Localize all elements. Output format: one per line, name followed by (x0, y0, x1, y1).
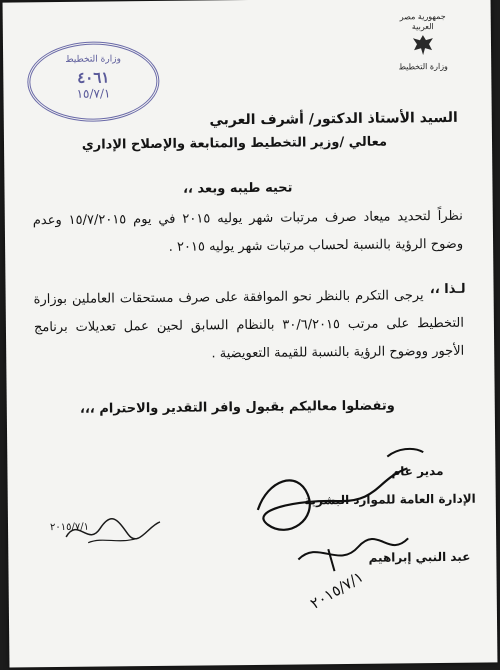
stamp-date: ١٥/٧/١ (76, 86, 111, 101)
paragraph-reason: نظراً لتحديد ميعاد صرف مرتبات شهر يوليه ٢٠١٥ في يوم ١٥/٧/٢٠١٥ وعدم وضوح الرؤية بالنسبة لحساب مرتبات شهر يوليه ٢٠١٥ . (32, 208, 464, 255)
stamp-label: وزارة التخطيط (65, 54, 121, 65)
greeting: تحيه طيبه وبعد ،، (182, 180, 293, 197)
paragraph-request: يرجى التكرم بالنظر نحو الموافقة على صرف مستحقات العاملين بوزارة التخطيط على مرتب ٣٠/٦/٢٠١٥ بالنظام السابق لحين عمل تعديلات برنامج الأجور ووضوح الرؤية بالنسبة للقيمة التعويضية . (33, 288, 465, 362)
ministry-name: وزارة التخطيط (398, 61, 448, 72)
stamp-number: ٤٠٦١ (77, 68, 110, 87)
signatory-department: الإدارة العامة للموارد البشرية (304, 491, 476, 508)
signatory-date: ٢٠١٥/٧/١ (49, 521, 90, 534)
country-name: جمهورية مصر العربية (399, 11, 446, 32)
paragraph-lead: لـذا ،، (429, 281, 466, 298)
eagle-emblem-icon (395, 32, 451, 63)
letterhead (395, 12, 452, 73)
handwritten-approval (237, 438, 439, 620)
signatory-signature (58, 506, 169, 557)
closing-line: وتفضلوا معاليكم بقبول وافر التقدير والاحترام ،،، (79, 398, 395, 417)
letter-page (3, 0, 498, 668)
approval-date: ٢٠١٥/٧/١ (307, 567, 367, 613)
signatory-name: عبد النبي إبراهيم (368, 549, 471, 565)
addressee-name: السيد الأستاذ الدكتور/ أشرف العربي (209, 109, 458, 129)
addressee-title: معالي /وزير التخطيط والمتابعة والإصلاح الإداري (81, 134, 388, 153)
incoming-stamp (27, 41, 160, 122)
signatory-title: مدير عام (391, 463, 444, 479)
